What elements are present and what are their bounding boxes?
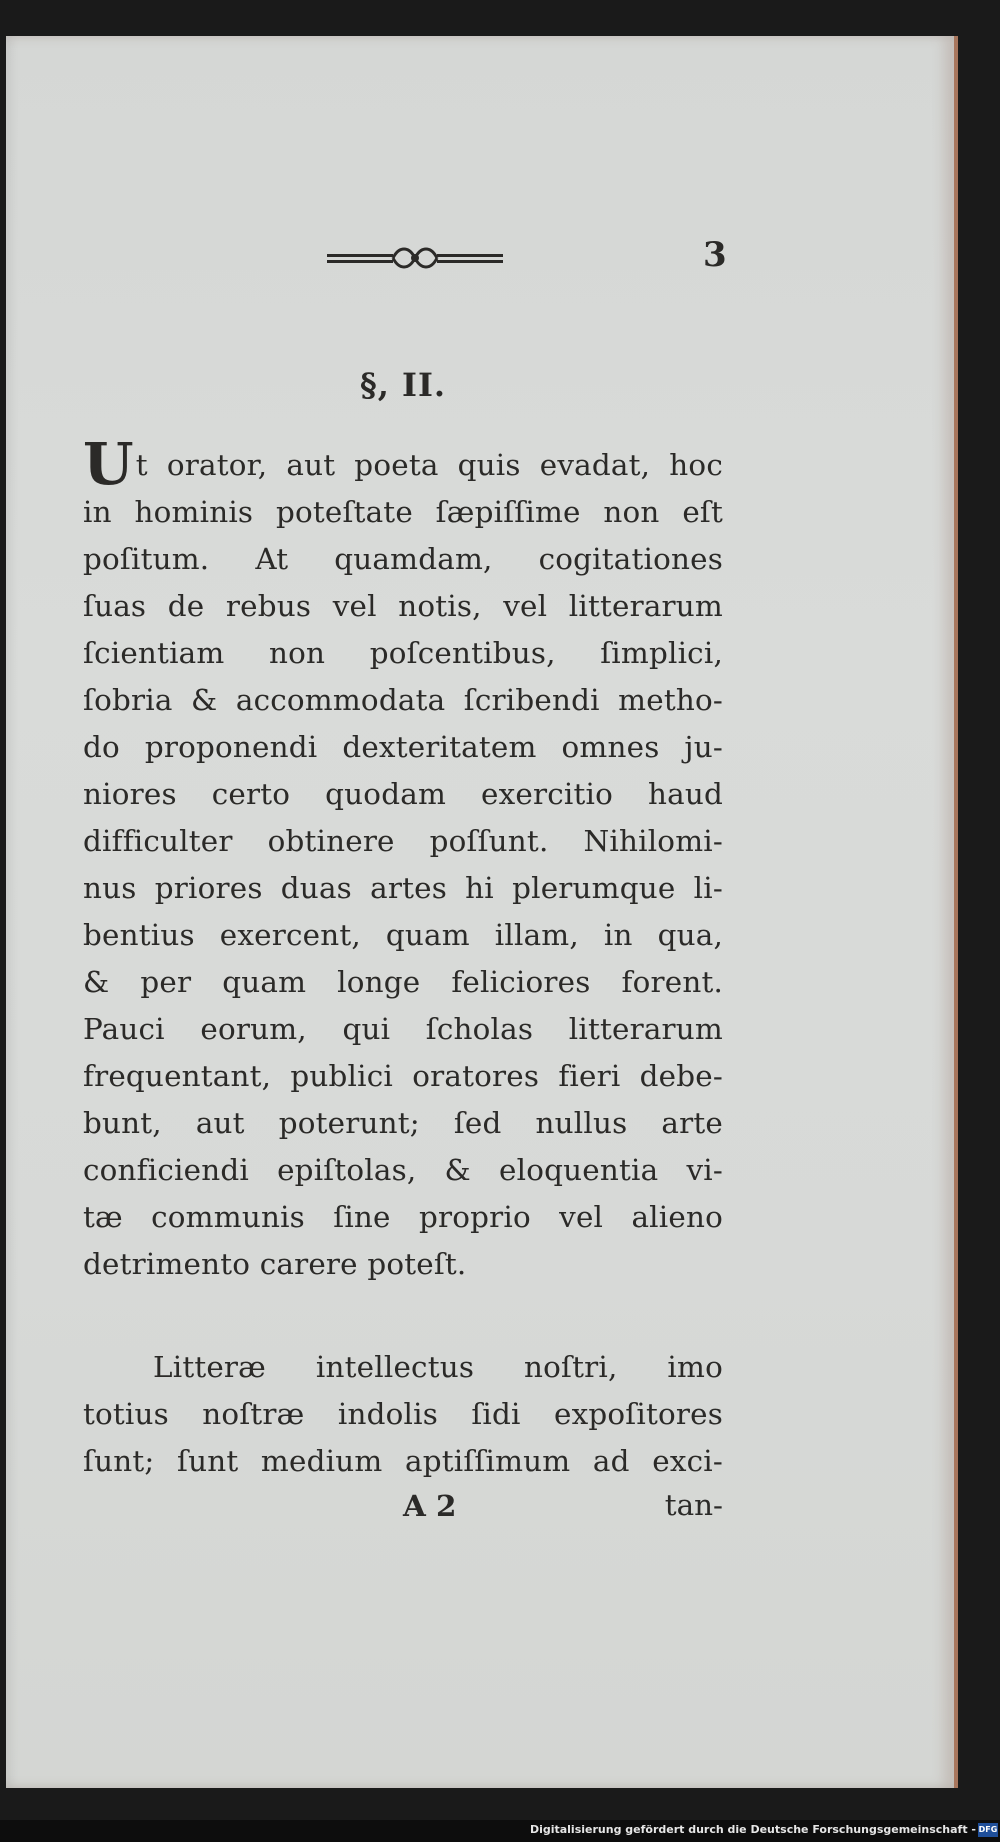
- catchword: tan-: [664, 1488, 723, 1522]
- ornament-rule-icon: [323, 238, 507, 278]
- text-line: conficiendi epiſtolas, & eloquentia vi-: [83, 1153, 723, 1187]
- drop-capital: U: [83, 430, 134, 498]
- footer-credit: Digitalisierung gefördert durch die Deutsche Forschungsgemeinschaft -: [529, 1823, 976, 1836]
- text-line: difficulter obtinere poſſunt. Nihilomi-: [83, 824, 723, 858]
- page-header: [83, 235, 727, 298]
- text-line: totius noſtræ indolis ſidi expoſitores: [83, 1397, 723, 1431]
- text-line: Litteræ intellectus noſtri, imo: [153, 1350, 723, 1384]
- text-line: ſcientiam non poſcentibus, ſimplici,: [83, 636, 723, 670]
- paragraph-2: [83, 1344, 723, 1485]
- dfg-logo-icon: DFG: [978, 1823, 998, 1837]
- page-number: 3: [703, 235, 727, 275]
- text-line: bentius exercent, quam illam, in qua,: [83, 918, 723, 952]
- text-line: Pauci eorum, qui ſcholas litterarum: [83, 1012, 723, 1046]
- text-line: ſuas de rebus vel notis, vel litterarum: [83, 589, 723, 623]
- text-line: bunt, aut poterunt; ſed nullus arte: [83, 1106, 723, 1140]
- text-line: ſunt; ſunt medium aptiſſimum ad exci-: [83, 1444, 723, 1478]
- signature-mark: A 2: [403, 1488, 457, 1523]
- text-line: ſobria & accommodata ſcribendi metho-: [83, 683, 723, 717]
- text-line: do proponendi dexteritatem omnes ju-: [83, 730, 723, 764]
- text-line: t orator, aut poeta quis evadat, hoc: [135, 448, 723, 482]
- text-line: detrimento carere poteſt.: [83, 1247, 467, 1281]
- text-line: in hominis poteſtate ſæpiſſime non eſt: [83, 495, 723, 529]
- text-line: nus priores duas artes hi plerumque li-: [83, 871, 723, 905]
- text-line: tæ communis ſine proprio vel alieno: [83, 1200, 723, 1234]
- footer-bar: [0, 1820, 1000, 1842]
- text-line: & per quam longe feliciores forent.: [83, 965, 723, 999]
- text-line: niores certo quodam exercitio haud: [83, 777, 723, 811]
- book-page: [6, 36, 958, 1788]
- section-heading: §, II.: [359, 366, 447, 404]
- text-line: frequentant, publici oratores fieri debe-: [83, 1059, 723, 1093]
- paragraph-1: [83, 430, 723, 1288]
- text-line: poſitum. At quamdam, cogitationes: [83, 542, 723, 576]
- page-footer-marks: [83, 1488, 723, 1528]
